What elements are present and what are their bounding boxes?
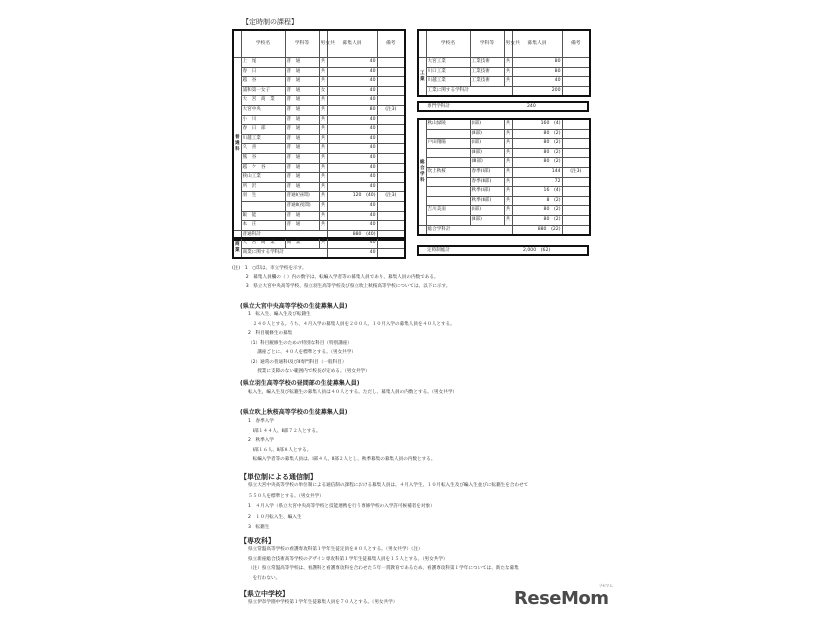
dept-cell: 普 通 — [285, 173, 319, 183]
sex-cell: 共 — [319, 192, 327, 202]
sex-cell: 共 — [319, 115, 327, 125]
dept-cell: 普 通 — [285, 105, 319, 115]
capacity-cell: 80 — [512, 58, 562, 68]
school-cell: 狭山工業 — [241, 173, 285, 183]
capacity-cell: 40 — [327, 77, 377, 87]
dept-cell: 秋季(Ⅰ部) — [470, 187, 504, 197]
table-row — [418, 215, 590, 225]
school-cell: 飯 能 — [241, 211, 285, 221]
total-label: 工業に関する学科計 — [426, 86, 512, 96]
dept-cell: 普 通 — [285, 182, 319, 192]
remarks-cell — [377, 86, 405, 96]
table-row — [233, 67, 405, 77]
sec1-line: 授業に支障のない範囲内で校長が定める。（男女共学） — [248, 369, 370, 374]
dept-cell: 普通Ⅱ(夜間) — [285, 201, 319, 211]
remarks-cell — [377, 115, 405, 125]
sec2-line: 転入生、編入生及び転籍生の募集人員は４０人とする。ただし、募集人員の内数とする。（男女共学） — [248, 390, 458, 395]
sec3-line: Ⅰ部１４４人、Ⅱ部７２人とする。 — [248, 428, 321, 434]
header-sex: 男女共 — [319, 30, 327, 58]
school-cell: 春 日 — [241, 67, 285, 77]
capacity-cell: 40 — [327, 201, 377, 211]
remarks-cell: (注3) — [377, 105, 405, 115]
table-row — [418, 196, 590, 206]
sec1-line: 1 転入生、編入生及び転籍生 — [248, 312, 311, 317]
dept-cell: 秋季(Ⅱ部) — [470, 196, 504, 206]
sec3-line: 2 秋季入学 — [248, 438, 274, 443]
industry-table — [417, 29, 591, 97]
table-row — [233, 144, 405, 154]
dept-cell: 普 通 — [285, 163, 319, 173]
total-label: 総合学科計 — [426, 225, 512, 235]
school-cell — [426, 196, 470, 206]
header-remarks: 備考 — [562, 30, 590, 58]
total-remarks — [562, 225, 590, 235]
total-value: 200 — [512, 86, 562, 96]
capacity-cell: 80 (2) — [512, 215, 562, 225]
capacity-cell: 40 — [327, 163, 377, 173]
remarks-cell — [562, 119, 590, 129]
total-row — [418, 86, 590, 96]
sex-cell: 共 — [319, 201, 327, 211]
capacity-cell: 72 — [512, 177, 562, 187]
capacity-cell: 80 — [512, 67, 562, 77]
remarks-cell — [562, 67, 590, 77]
dept-cell: 普 通 — [285, 77, 319, 87]
sex-cell: 共 — [504, 129, 512, 139]
sex-cell: 共 — [319, 105, 327, 115]
remarks-cell — [377, 58, 405, 68]
dept-cell: 工業技術 — [470, 77, 504, 87]
left-table — [232, 29, 406, 241]
school-cell: 久 喜 — [241, 144, 285, 154]
table-row — [233, 58, 405, 68]
remarks-cell — [562, 77, 590, 87]
total-label: 商業に関する学科計 — [241, 248, 327, 258]
side-label: 工業 — [418, 58, 426, 97]
dept-cell: 普 通 — [285, 221, 319, 231]
dept-cell: (Ⅰ部) — [470, 206, 504, 216]
remarks-cell — [562, 158, 590, 168]
sec1-line: ２４０人とする。うち、４月入学の募集人員を２００人、１０月入学の募集人員を４０人とする。 — [248, 321, 455, 327]
total-label: 普通科計 — [241, 230, 327, 240]
senmon-value: 240 — [527, 104, 536, 109]
sex-cell: 共 — [504, 196, 512, 206]
sec5-line: を行わない。 — [248, 575, 281, 581]
capacity-cell: 80 (2) — [512, 206, 562, 216]
side-label: 普通科 — [233, 58, 241, 231]
teiji-total-value: 2,000 (62) — [523, 248, 551, 253]
remarks-cell — [377, 182, 405, 192]
sex-cell: 共 — [504, 187, 512, 197]
capacity-cell: 80 (2) — [512, 158, 562, 168]
dept-cell: (Ⅱ部) — [470, 129, 504, 139]
commerce-table — [232, 237, 406, 259]
sec5-line: 県立常盤高等学校の看護専攻科第１学年生徒定員を８０人とする。（男女共学）（注） — [248, 547, 423, 552]
sec4-line: 1 ４月入学（県立大宮中央高等学校と技能連携を行う専修学校の入学許可候補者を対象） — [248, 504, 435, 509]
school-cell: 春 日 部 — [241, 125, 285, 135]
table-row — [233, 182, 405, 192]
sex-cell: 共 — [504, 158, 512, 168]
sec4-line: ５５０人を標準とする。（男女共学） — [248, 493, 324, 499]
school-cell — [426, 177, 470, 187]
table-row — [233, 192, 405, 202]
dept-cell: (Ⅱ部) — [470, 215, 504, 225]
side-label: 商業 — [233, 238, 241, 258]
sex-cell: 共 — [319, 211, 327, 221]
capacity-cell: 80 (2) — [512, 148, 562, 158]
school-cell: 熊 谷 — [241, 153, 285, 163]
dept-cell: 工業技術 — [470, 67, 504, 77]
sougou-table — [417, 118, 591, 236]
sex-cell: 共 — [319, 58, 327, 68]
sec6-heading: 【県立中学校】 — [240, 590, 289, 598]
header-sex: 男女共 — [504, 30, 512, 58]
school-cell — [426, 215, 470, 225]
capacity-cell: 160 (4) — [512, 119, 562, 129]
school-cell — [426, 148, 470, 158]
table-row — [418, 67, 590, 77]
dept-cell: 普 通 — [285, 58, 319, 68]
table-row — [418, 129, 590, 139]
capacity-cell: 40 — [327, 173, 377, 183]
sec3-line: Ⅰ部１６人、Ⅱ部８人とする。 — [248, 447, 312, 453]
school-cell: 大 宮 商 業 — [241, 96, 285, 106]
school-cell: 川越工業 — [241, 134, 285, 144]
total-remarks — [377, 248, 405, 258]
remarks-cell — [562, 187, 590, 197]
dept-cell: 普 通 — [285, 115, 319, 125]
remarks-cell — [562, 58, 590, 68]
school-cell: 大 宮 商 業 — [241, 238, 285, 248]
remarks-cell — [562, 196, 590, 206]
capacity-cell: 144 — [512, 167, 562, 177]
sex-cell: 共 — [319, 67, 327, 77]
header-blank — [418, 30, 426, 58]
table-row — [418, 177, 590, 187]
school-cell: 川口工業 — [426, 67, 470, 77]
sex-cell: 共 — [319, 173, 327, 183]
remarks-cell — [377, 134, 405, 144]
sec6-line: 県立伊奈学園中学校第１学年生徒募集人員を７０人とする。（男女共学） — [248, 600, 398, 605]
header-school: 学校名 — [241, 30, 285, 58]
dept-cell: 普 通 — [285, 67, 319, 77]
sec5-heading: 【専攻科】 — [240, 537, 275, 545]
header-row — [418, 30, 590, 58]
school-cell: 上 尾 — [241, 58, 285, 68]
capacity-cell: 80 (2) — [512, 129, 562, 139]
remarks-cell — [562, 139, 590, 149]
school-cell — [426, 158, 470, 168]
logo-sub: リセマム — [598, 583, 613, 588]
sec4-line: 2 １０月転入生、編入生 — [248, 514, 302, 520]
sex-cell: 共 — [504, 167, 512, 177]
sex-cell: 共 — [504, 58, 512, 68]
sex-cell: 共 — [319, 182, 327, 192]
dept-cell: 普 通 — [285, 153, 319, 163]
remarks-cell — [562, 206, 590, 216]
table-row — [418, 77, 590, 87]
sec1-line: 2 科目履修生の募集 — [248, 331, 293, 336]
school-cell — [426, 187, 470, 197]
school-cell: 羽 生 — [241, 192, 285, 202]
dept-cell: 普 通 — [285, 211, 319, 221]
remarks-cell — [562, 129, 590, 139]
header-blank — [233, 30, 241, 58]
dept-cell: 春季(Ⅱ部) — [470, 177, 504, 187]
school-cell: 越 ケ 谷 — [241, 163, 285, 173]
school-cell: 秋山緑陵 — [426, 119, 470, 129]
capacity-cell: 40 — [327, 182, 377, 192]
remarks-cell: (注3) — [562, 167, 590, 177]
sex-cell: 共 — [504, 206, 512, 216]
sec4-line: 3 転籍生 — [248, 525, 270, 530]
school-cell: 川越工業 — [426, 77, 470, 87]
capacity-cell: 40 — [327, 238, 377, 248]
logo-text: ReseMom — [514, 588, 609, 609]
remarks-cell — [377, 144, 405, 154]
dept-cell: 普 通 — [285, 134, 319, 144]
sex-cell: 共 — [504, 177, 512, 187]
table-row — [233, 125, 405, 135]
school-cell: 小 川 — [241, 115, 285, 125]
total-remarks — [562, 86, 590, 96]
table-row — [418, 148, 590, 158]
sec5-line: 県立新座総合技術高等学校のデザイン専攻科第１学年生徒募集人員を１５人とする。（男女共学） — [248, 556, 448, 562]
total-row — [418, 225, 590, 235]
total-blank — [418, 225, 426, 235]
table-row — [233, 201, 405, 211]
sex-cell: 共 — [319, 221, 327, 231]
sex-cell: 女 — [319, 86, 327, 96]
remarks-cell — [562, 148, 590, 158]
sex-cell: 共 — [319, 134, 327, 144]
dept-cell: 普通Ⅰ(昼間) — [285, 192, 319, 202]
note-2: 2 募集人員欄の（ ）内の数字は、転編入学者等の募集人員であり、募集人員の内数である。 — [232, 275, 439, 280]
remarks-cell — [377, 67, 405, 77]
sex-cell: 共 — [504, 215, 512, 225]
remarks-cell — [377, 153, 405, 163]
header-school: 学校名 — [426, 30, 470, 58]
table-row — [418, 139, 590, 149]
table-row — [233, 238, 405, 248]
capacity-cell: 40 — [327, 144, 377, 154]
total-value: 40 — [327, 248, 377, 258]
sex-cell: 共 — [319, 77, 327, 87]
capacity-cell: 40 — [327, 221, 377, 231]
table-row — [233, 221, 405, 231]
remarks-cell — [377, 238, 405, 248]
dept-cell: 普 通 — [285, 144, 319, 154]
capacity-cell: 40 — [327, 86, 377, 96]
table-row — [233, 173, 405, 183]
sec4-heading: 【単位制による通信制】 — [240, 473, 317, 481]
note-1: (注) 1 ○印は、市立学校を示す。 — [232, 266, 307, 271]
dept-cell: 商 業 — [285, 238, 319, 248]
total-value: 880 (40) — [327, 230, 377, 240]
dept-cell: (Ⅰ部) — [470, 119, 504, 129]
school-cell: 所 沢 — [241, 182, 285, 192]
total-row — [233, 248, 405, 258]
remarks-cell: (注3) — [377, 192, 405, 202]
table-row — [233, 163, 405, 173]
school-cell: 大宮工業 — [426, 58, 470, 68]
senmon-label: 専門学科計 — [427, 104, 450, 109]
sec3-line: 1 春季入学 — [248, 419, 274, 424]
sex-cell: 共 — [504, 139, 512, 149]
table-row — [233, 77, 405, 87]
capacity-cell: 40 — [327, 67, 377, 77]
school-cell: 大宮中央 — [241, 105, 285, 115]
dept-cell: 普 通 — [285, 96, 319, 106]
table-row — [418, 206, 590, 216]
table-row — [233, 105, 405, 115]
header-dept: 学科等 — [470, 30, 504, 58]
sex-cell: 共 — [319, 153, 327, 163]
capacity-cell: 40 — [327, 153, 377, 163]
note-3: 3 県立大宮中央高等学校、県立羽生高等学校及び県立吹上秋桜高等学校については、以下に示す。 — [232, 284, 451, 289]
teiji-total-box — [417, 245, 589, 256]
dept-cell: 春季(Ⅰ部) — [470, 167, 504, 177]
table-row — [233, 134, 405, 144]
table-row — [233, 153, 405, 163]
side-label: 総合学科 — [418, 119, 426, 225]
dept-cell: 工業技術 — [470, 58, 504, 68]
school-cell: 吹上秋桜 — [426, 167, 470, 177]
sex-cell: 共 — [319, 144, 327, 154]
remarks-cell — [377, 201, 405, 211]
sec3-heading: (県立吹上秋桜高等学校の生徒募集人員) — [240, 409, 348, 416]
table-row — [418, 158, 590, 168]
school-cell: 戸田翔陽 — [426, 139, 470, 149]
remarks-cell — [377, 163, 405, 173]
school-cell — [241, 201, 285, 211]
capacity-cell: 16 (4) — [512, 187, 562, 197]
capacity-cell: 80 (2) — [512, 139, 562, 149]
dept-cell: 普 通 — [285, 125, 319, 135]
sec1-line: （2）通常の普通科Ⅰ及びⅡ専門科目（一般科目） — [248, 359, 347, 365]
sec1-line: 講座ごとに、４０人を標準とする。（男女共学） — [248, 350, 356, 355]
capacity-cell: 40 — [327, 115, 377, 125]
capacity-cell: 40 — [512, 77, 562, 87]
header-row — [233, 30, 405, 58]
dept-cell: (Ⅱ部) — [470, 148, 504, 158]
capacity-cell: 40 — [327, 58, 377, 68]
remarks-cell — [562, 177, 590, 187]
table-row — [233, 211, 405, 221]
table-row — [418, 167, 590, 177]
capacity-cell: 80 — [327, 105, 377, 115]
header-dept: 学科等 — [285, 30, 319, 58]
sex-cell: 共 — [319, 238, 327, 248]
capacity-cell: 8 (2) — [512, 196, 562, 206]
dept-cell: 普 通 — [285, 86, 319, 96]
sex-cell: 共 — [504, 148, 512, 158]
header-capacity: 募集人員 — [327, 30, 377, 58]
sec2-heading: (県立羽生高等学校の昼間部の生徒募集人員) — [240, 380, 360, 387]
table-row — [233, 115, 405, 125]
dept-cell: (Ⅰ部) — [470, 139, 504, 149]
resemom-logo — [514, 583, 613, 609]
remarks-cell — [562, 215, 590, 225]
sex-cell: 共 — [319, 163, 327, 173]
teiji-total-label: 定時制総計 — [427, 248, 450, 253]
remarks-cell — [377, 125, 405, 135]
table-row — [233, 86, 405, 96]
table-row — [418, 58, 590, 68]
sec3-line: 転編入学者等の募集人員は、Ⅰ部４人、Ⅱ部２人とし、秋季募集の募集人員の内数とする。 — [248, 457, 436, 462]
senmon-total-box — [417, 101, 589, 112]
capacity-cell: 40 — [327, 134, 377, 144]
remarks-cell — [377, 77, 405, 87]
capacity-cell: 120 (40) — [327, 192, 377, 202]
dept-cell: (Ⅲ部) — [470, 158, 504, 168]
remarks-cell — [377, 221, 405, 231]
sex-cell: 共 — [504, 77, 512, 87]
school-cell — [426, 129, 470, 139]
total-value: 880 (22) — [512, 225, 562, 235]
table-row — [233, 96, 405, 106]
school-cell: 浦和第一女子 — [241, 86, 285, 96]
capacity-cell: 40 — [327, 211, 377, 221]
sec1-line: （1）科目履修生のための特別な科目（特別講座） — [248, 340, 352, 346]
school-cell: 越 谷 — [241, 77, 285, 87]
capacity-cell: 40 — [327, 125, 377, 135]
table-row — [418, 187, 590, 197]
header-capacity: 募集人員 — [512, 30, 562, 58]
remarks-cell — [377, 173, 405, 183]
capacity-cell: 40 — [327, 96, 377, 106]
sex-cell: 共 — [319, 96, 327, 106]
sex-cell: 共 — [504, 67, 512, 77]
sex-cell: 共 — [504, 119, 512, 129]
sex-cell: 共 — [319, 125, 327, 135]
sec5-line: （注）県立常盤高等学校は、看護科と看護専攻科を合わせた５年一貫教育であるため、看護専攻科第１学年については、新たな募集 — [248, 566, 519, 571]
school-cell: 吉川美南 — [426, 206, 470, 216]
sec4-line: 県立大宮中央高等学校の単位制による通信制の課程における募集人員は、４月入学生、１０月転入生及び編入生並びに転籍生を合わせて — [248, 483, 529, 488]
sec1-heading: (県立大宮中央高等学校の生徒募集人員) — [240, 303, 348, 310]
doc-title: 【定時制の課程】 — [242, 18, 298, 26]
remarks-cell — [377, 211, 405, 221]
school-cell: 本 庄 — [241, 221, 285, 231]
table-row — [418, 119, 590, 129]
header-remarks: 備考 — [377, 30, 405, 58]
remarks-cell — [377, 96, 405, 106]
